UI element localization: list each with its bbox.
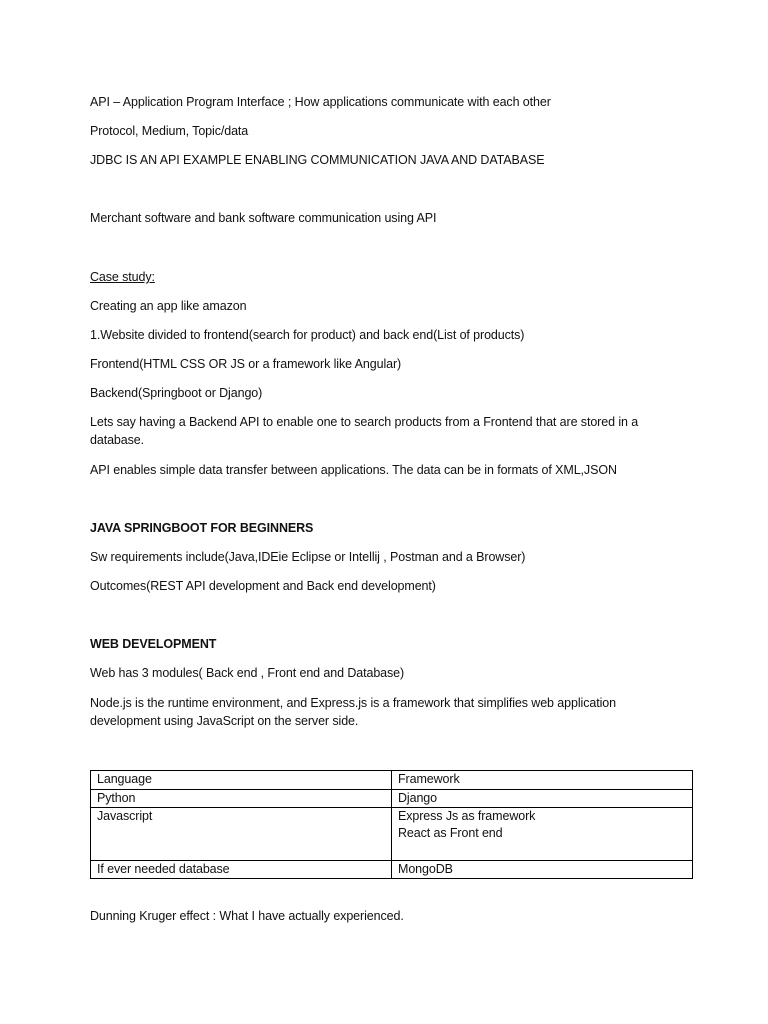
framework-item: MongoDB (398, 862, 453, 876)
table-row (91, 790, 693, 808)
api-enables-line: API enables simple data transfer between applications. The data can be in formats of XML,JSON (90, 463, 617, 477)
jdbc-line: JDBC IS AN API EXAMPLE ENABLING COMMUNICATION JAVA AND DATABASE (90, 153, 545, 167)
table-header-row (91, 771, 693, 790)
framework-item: Express Js as framework (398, 809, 536, 823)
protocol-line: Protocol, Medium, Topic/data (90, 124, 249, 138)
table-row (91, 808, 693, 861)
table-header-framework: Framework (392, 771, 693, 790)
outcomes-line: Outcomes(REST API development and Back end development) (90, 579, 436, 593)
table-cell-language: Javascript (91, 808, 392, 861)
api-definition: API – Application Program Interface ; How applications communicate with each other (90, 95, 551, 109)
table-cell-language: Python (91, 790, 392, 808)
table-cell-framework (392, 790, 693, 808)
nodejs-paragraph: Node.js is the runtime environment, and Express.js is a framework that simplifies web application development using JavaScript on the server side. (90, 696, 616, 728)
table-cell-framework (392, 861, 693, 879)
frontend-line: Frontend(HTML CSS OR JS or a framework like Angular) (90, 357, 402, 371)
language-framework-table (90, 770, 693, 879)
sw-requirements-line: Sw requirements include(Java,IDEie Eclipse or Intellij , Postman and a Browser) (90, 550, 526, 564)
table-cell-language: If ever needed database (91, 861, 392, 879)
java-springboot-heading: JAVA SPRINGBOOT FOR BEGINNERS (90, 521, 314, 535)
web-modules-line: Web has 3 modules( Back end , Front end and Database) (90, 666, 405, 680)
web-development-heading: WEB DEVELOPMENT (90, 637, 217, 651)
backend-line: Backend(Springboot or Django) (90, 386, 263, 400)
website-divided-line: 1.Website divided to frontend(search for product) and back end(List of products) (90, 328, 525, 342)
merchant-line: Merchant software and bank software communication using API (90, 211, 437, 225)
case-study-heading: Case study: (90, 270, 155, 284)
table-header-language: Language (91, 771, 392, 790)
table-cell-framework (392, 808, 693, 861)
framework-item: React as Front end (398, 826, 503, 840)
creating-app-line: Creating an app like amazon (90, 299, 247, 313)
framework-item: Django (398, 791, 438, 805)
dunning-kruger-line: Dunning Kruger effect : What I have actually experienced. (90, 909, 404, 923)
lets-say-paragraph: Lets say having a Backend API to enable one to search products from a Frontend that are stored in a database. (90, 415, 639, 447)
table-row (91, 861, 693, 879)
